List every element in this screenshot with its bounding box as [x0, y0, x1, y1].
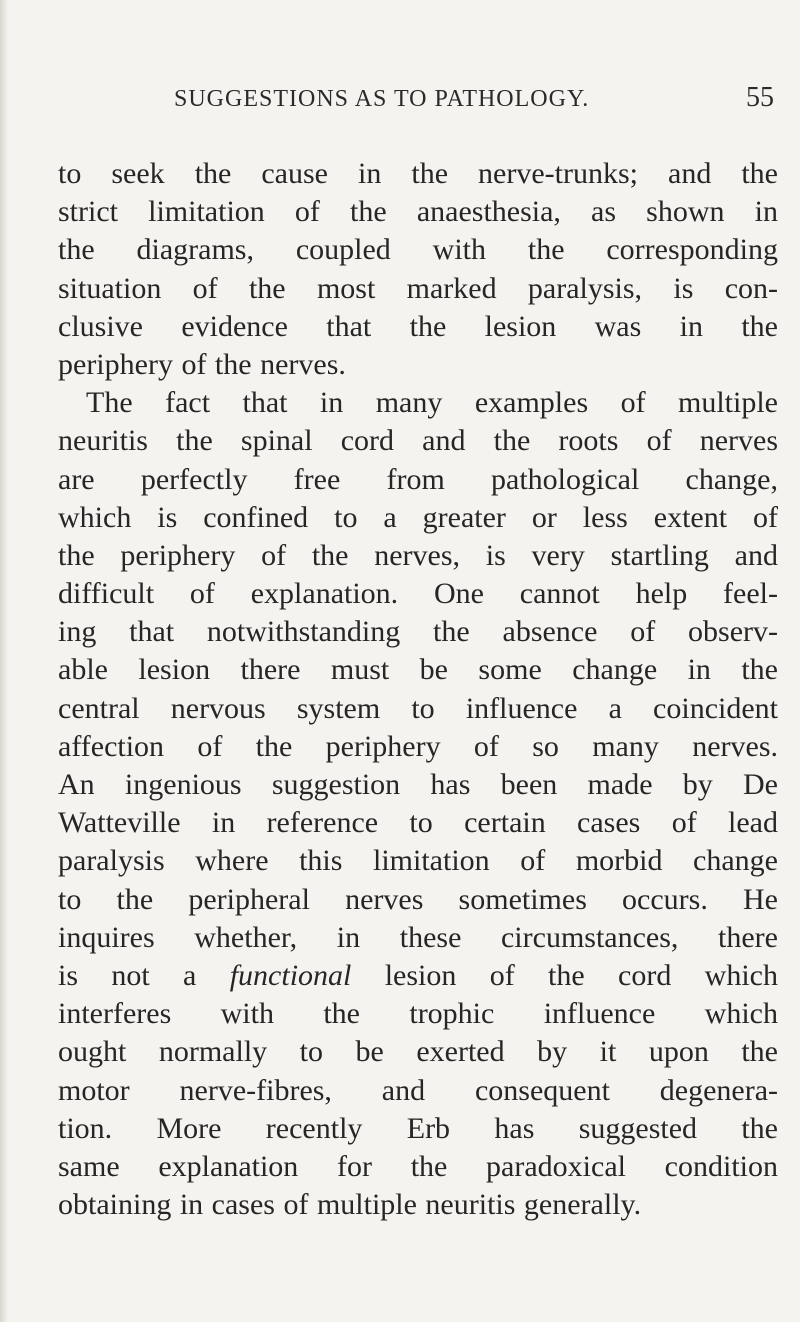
text-line: the periphery of the nerves, is very startling and	[58, 538, 778, 572]
text-line: An ingenious suggestion has been made by De	[58, 768, 778, 801]
text-line	[58, 957, 778, 995]
text-line: situation of the most marked paralysis, is con-	[58, 271, 778, 305]
text-line: Watteville in reference to certain cases of lead	[58, 806, 778, 840]
text-fragment: is not a	[58, 958, 230, 992]
text-line: the diagrams, coupled with the corresponding	[58, 233, 778, 267]
text-fragment: lesion of the cord which	[351, 958, 778, 992]
text-line: obtaining in cases of multiple neuritis generally.	[58, 1188, 642, 1222]
page-binding-edge	[0, 0, 8, 1322]
text-line: same explanation for the paradoxical condition	[58, 1149, 778, 1183]
text-line: The fact that in many examples of multiple	[86, 386, 778, 420]
text-line: are perfectly free from pathological change,	[58, 462, 778, 496]
text-line: to the peripheral nerves sometimes occurs. He	[58, 882, 778, 916]
running-head: SUGGESTIONS AS TO PATHOLOGY.	[174, 86, 590, 112]
text-line: able lesion there must be some change in the	[58, 653, 778, 687]
text-line: affection of the periphery of so many nerves.	[58, 729, 778, 763]
text-line: ing that notwithstanding the absence of observ-	[58, 615, 778, 649]
text-line: to seek the cause in the nerve-trunks; and the	[58, 157, 778, 190]
text-line: inquires whether, in these circumstances, there	[58, 920, 778, 954]
text-line: paralysis where this limitation of morbid change	[58, 844, 778, 878]
body-text	[58, 155, 778, 1224]
text-line: periphery of the nerves.	[58, 347, 346, 381]
text-line: interferes with the trophic influence which	[58, 997, 778, 1031]
text-line: strict limitation of the anaesthesia, as shown in	[58, 195, 778, 229]
text-line: ought normally to be exerted by it upon the	[58, 1035, 778, 1069]
page-header	[0, 82, 800, 126]
text-line: motor nerve-fibres, and consequent degenera-	[58, 1073, 778, 1107]
text-line: central nervous system to influence a coincident	[58, 691, 778, 725]
text-line: neuritis the spinal cord and the roots of nerves	[58, 424, 778, 458]
text-line: difficult of explanation. One cannot help feel-	[58, 577, 778, 611]
italic-emphasis: functional	[229, 958, 352, 992]
text-line: tion. More recently Erb has suggested the	[58, 1111, 778, 1145]
text-line: clusive evidence that the lesion was in the	[58, 309, 778, 343]
page-number: 55	[746, 82, 774, 113]
text-line: which is confined to a greater or less extent of	[58, 500, 778, 534]
